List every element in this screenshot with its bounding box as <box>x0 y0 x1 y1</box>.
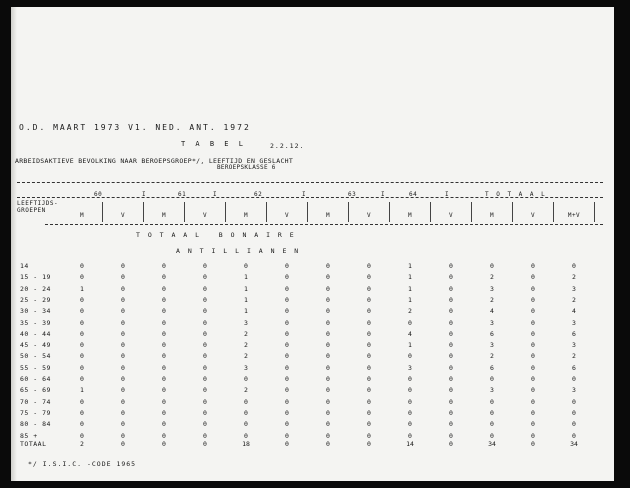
table-row-cell: 0 <box>367 420 371 429</box>
table-row-cell: 0 <box>80 352 84 361</box>
table-row-cell: 1 <box>408 273 412 282</box>
table-row-cell: 0 <box>326 375 330 383</box>
table-row-label: 25 - 29 <box>20 295 51 304</box>
table-row-cell: 0 <box>326 341 330 350</box>
table-row-cell: 0 <box>203 408 207 417</box>
table-row-label: 50 - 54 <box>20 352 51 361</box>
total-row-cell: 14 <box>406 440 414 448</box>
table-row-cell: 0 <box>162 375 166 383</box>
table-row-cell: 0 <box>121 397 125 406</box>
table-row-label: 75 - 79 <box>20 408 51 417</box>
table-row-cell: 0 <box>203 363 207 372</box>
table-row-cell: 0 <box>285 262 289 270</box>
table-row-cell: 0 <box>449 420 453 429</box>
total-row-cell: 0 <box>121 440 125 448</box>
table-label: T A B E L <box>181 140 246 148</box>
table-row-cell: 0 <box>449 397 453 406</box>
table-row-cell: 0 <box>449 341 453 350</box>
subheader-v: V <box>284 212 290 219</box>
table-row-label: 30 - 34 <box>20 307 51 316</box>
table-row-cell: 0 <box>326 363 330 372</box>
table-row-cell: 0 <box>285 318 289 327</box>
table-row-cell: 0 <box>367 397 371 406</box>
group-header: 60 <box>94 191 103 198</box>
table-row-cell: 3 <box>244 363 248 372</box>
table-row-cell: 0 <box>408 318 412 327</box>
table-row-cell: 0 <box>408 386 412 395</box>
total-row-cell: 0 <box>162 440 166 448</box>
column-divider <box>143 202 144 222</box>
table-row-cell: 1 <box>80 284 84 293</box>
table-row-cell: 0 <box>367 408 371 417</box>
table-row-cell: 0 <box>80 375 84 383</box>
total-row-cell: 34 <box>488 440 496 448</box>
table-row-cell: 1 <box>408 341 412 350</box>
table-row-cell: 0 <box>367 431 371 440</box>
table-row-cell: 0 <box>531 307 535 316</box>
table-row-cell: 0 <box>572 262 576 270</box>
table-row-cell: 0 <box>285 408 289 417</box>
table-row-cell: 0 <box>162 273 166 282</box>
table-row-cell: 0 <box>449 352 453 361</box>
table-row-cell: 0 <box>285 375 289 383</box>
table-row-cell: 0 <box>244 375 248 383</box>
table-row-cell: 0 <box>121 329 125 338</box>
table-row-cell: 0 <box>80 262 84 270</box>
table-row-label: 70 - 74 <box>20 397 51 406</box>
total-row-cell: 0 <box>285 440 289 448</box>
table-row-cell: 0 <box>408 352 412 361</box>
table-row-cell: 0 <box>326 295 330 304</box>
table-row-cell: 0 <box>203 329 207 338</box>
table-row-cell: 3 <box>572 284 576 293</box>
table-row-cell: 0 <box>121 262 125 270</box>
table-row-cell: 0 <box>572 375 576 383</box>
table-row-cell: 0 <box>203 295 207 304</box>
table-row-cell: 0 <box>449 307 453 316</box>
table-row-label: 35 - 39 <box>20 318 51 327</box>
table-row-cell: 0 <box>572 431 576 440</box>
table-row-cell: 0 <box>162 420 166 429</box>
table-row-cell: 6 <box>490 363 494 372</box>
column-divider <box>512 202 513 222</box>
total-row-cell: 0 <box>449 440 453 448</box>
table-row-cell: 0 <box>162 397 166 406</box>
group-separator: I <box>142 191 147 198</box>
table-row-cell: 0 <box>121 363 125 372</box>
table-row-cell: 0 <box>490 397 494 406</box>
table-row-cell: 0 <box>367 273 371 282</box>
subheader-v: V <box>530 212 536 219</box>
table-row-cell: 0 <box>367 295 371 304</box>
table-row-cell: 3 <box>490 318 494 327</box>
table-row-cell: 0 <box>203 273 207 282</box>
subheader-v: V <box>202 212 208 219</box>
table-row-cell: 0 <box>121 386 125 395</box>
table-row-cell: 1 <box>408 284 412 293</box>
subheader-m: M <box>161 212 167 219</box>
table-row-cell: 0 <box>285 397 289 406</box>
table-row-cell: 1 <box>244 284 248 293</box>
table-row-cell: 0 <box>367 284 371 293</box>
table-row-cell: 0 <box>244 262 248 270</box>
table-row-cell: 0 <box>162 352 166 361</box>
table-row-cell: 0 <box>121 431 125 440</box>
table-row-cell: 2 <box>490 352 494 361</box>
table-row-cell: 0 <box>285 295 289 304</box>
table-row-cell: 0 <box>203 431 207 440</box>
total-row-label: TOTAAL <box>20 440 47 448</box>
table-row-cell: 0 <box>531 273 535 282</box>
table-row-cell: 2 <box>244 386 248 395</box>
table-row-cell: 0 <box>531 375 535 383</box>
column-divider <box>553 202 554 222</box>
table-row-cell: 0 <box>244 420 248 429</box>
table-row-cell: 0 <box>80 363 84 372</box>
table-subtitle: ARBEIDSAKTIEVE BEVOLKING NAAR BEROEPSGROEP*/, LEEFTIJD EN GESLACHT <box>15 157 294 165</box>
table-row-cell: 0 <box>162 295 166 304</box>
table-row-cell: 0 <box>121 420 125 429</box>
table-row-cell: 0 <box>449 386 453 395</box>
table-row-cell: 0 <box>121 352 125 361</box>
table-row-cell: 6 <box>572 363 576 372</box>
table-row-cell: 0 <box>531 408 535 417</box>
table-row-cell: 0 <box>162 408 166 417</box>
table-row-cell: 0 <box>80 273 84 282</box>
table-row-cell: 2 <box>572 295 576 304</box>
document-page <box>11 7 614 481</box>
table-row-cell: 0 <box>367 352 371 361</box>
table-row-cell: 1 <box>80 386 84 395</box>
table-row-cell: 0 <box>367 329 371 338</box>
table-row-cell: 0 <box>572 408 576 417</box>
group-separator: I <box>445 191 450 198</box>
table-row-cell: 0 <box>80 397 84 406</box>
table-row-cell: 0 <box>80 431 84 440</box>
table-row-cell: 0 <box>162 284 166 293</box>
table-row-cell: 0 <box>326 397 330 406</box>
table-row-cell: 0 <box>244 397 248 406</box>
table-row-cell: 0 <box>326 352 330 361</box>
table-row-cell: 0 <box>572 397 576 406</box>
table-row-label: 65 - 69 <box>20 386 51 395</box>
table-row-cell: 0 <box>121 307 125 316</box>
table-row-cell: 0 <box>326 273 330 282</box>
table-row-cell: 0 <box>490 408 494 417</box>
table-row-cell: 0 <box>121 284 125 293</box>
table-row-cell: 0 <box>203 341 207 350</box>
table-row-cell: 0 <box>326 408 330 417</box>
table-subtitle-class: BEROEPSKLASSE 6 <box>217 164 276 171</box>
table-row-cell: 0 <box>367 262 371 270</box>
table-row-cell: 0 <box>121 273 125 282</box>
table-row-cell: 3 <box>244 318 248 327</box>
table-row-label: 14 <box>20 262 29 270</box>
table-row-label: 60 - 64 <box>20 375 51 383</box>
table-row-cell: 0 <box>531 397 535 406</box>
table-row-cell: 0 <box>203 420 207 429</box>
total-row-cell: 2 <box>80 440 84 448</box>
table-row-cell: 0 <box>285 363 289 372</box>
table-row-cell: 0 <box>326 329 330 338</box>
subheader-mplusv: M+V <box>567 212 581 219</box>
table-row-cell: 0 <box>449 408 453 417</box>
table-row-cell: 0 <box>408 431 412 440</box>
table-row-cell: 3 <box>408 363 412 372</box>
column-divider <box>225 202 226 222</box>
table-row-cell: 6 <box>572 329 576 338</box>
table-row-cell: 0 <box>285 307 289 316</box>
table-row-label: 80 - 84 <box>20 420 51 429</box>
column-divider <box>102 202 103 222</box>
table-row-label: 20 - 24 <box>20 284 51 293</box>
table-row-cell: 2 <box>572 273 576 282</box>
table-row-cell: 0 <box>408 375 412 383</box>
table-row-cell: 0 <box>162 431 166 440</box>
column-divider <box>307 202 308 222</box>
subheader-v: V <box>120 212 126 219</box>
total-row-cell: 0 <box>367 440 371 448</box>
group-header: 61 <box>178 191 187 198</box>
table-row-cell: 0 <box>80 307 84 316</box>
group-header: 62 <box>254 191 263 198</box>
table-row-cell: 0 <box>367 375 371 383</box>
table-row-cell: 0 <box>531 341 535 350</box>
table-row-cell: 0 <box>408 408 412 417</box>
table-row-cell: 6 <box>490 329 494 338</box>
total-row-cell: 0 <box>531 440 535 448</box>
table-row-cell: 0 <box>531 386 535 395</box>
table-row-cell: 0 <box>449 375 453 383</box>
subheader-v: V <box>366 212 372 219</box>
table-row-cell: 0 <box>162 341 166 350</box>
table-subheader-rule <box>45 224 603 225</box>
table-row-cell: 0 <box>449 262 453 270</box>
table-row-cell: 0 <box>531 295 535 304</box>
table-row-cell: 0 <box>80 295 84 304</box>
table-row-cell: 4 <box>490 307 494 316</box>
table-row-cell: 3 <box>490 341 494 350</box>
table-row-cell: 0 <box>203 284 207 293</box>
group-header: 63 <box>348 191 357 198</box>
table-row-cell: 0 <box>531 318 535 327</box>
group-separator: I <box>213 191 218 198</box>
table-row-cell: 0 <box>162 386 166 395</box>
table-row-cell: 2 <box>572 352 576 361</box>
table-row-cell: 0 <box>162 363 166 372</box>
table-row-cell: 0 <box>449 318 453 327</box>
table-row-cell: 0 <box>449 363 453 372</box>
table-number: 2.2.12. <box>270 142 305 150</box>
footnote: */ I.S.I.C. -CODE 1965 <box>28 460 137 468</box>
table-row-cell: 0 <box>326 318 330 327</box>
table-row-cell: 0 <box>162 262 166 270</box>
table-row-cell: 0 <box>121 375 125 383</box>
table-row-cell: 1 <box>408 262 412 270</box>
table-row-cell: 0 <box>244 431 248 440</box>
table-row-cell: 3 <box>490 386 494 395</box>
row-header: LEEFTIJDS- GROEPEN <box>17 200 59 214</box>
table-row-cell: 0 <box>203 262 207 270</box>
table-row-cell: 0 <box>162 307 166 316</box>
table-row-cell: 2 <box>244 341 248 350</box>
table-row-cell: 0 <box>285 352 289 361</box>
column-divider <box>471 202 472 222</box>
binder-edge <box>11 7 17 481</box>
table-row-label: 45 - 49 <box>20 341 51 350</box>
group-separator: I <box>381 191 386 198</box>
table-row-cell: 3 <box>572 341 576 350</box>
table-row-cell: 0 <box>203 375 207 383</box>
table-row-cell: 0 <box>572 420 576 429</box>
table-row-cell: 4 <box>572 307 576 316</box>
group-separator: I <box>302 191 307 198</box>
column-divider <box>184 202 185 222</box>
table-row-cell: 0 <box>203 397 207 406</box>
group-header: 64 <box>409 191 418 198</box>
table-row-cell: 0 <box>121 295 125 304</box>
table-row-cell: 1 <box>244 307 248 316</box>
table-row-cell: 0 <box>285 329 289 338</box>
table-row-cell: 0 <box>490 431 494 440</box>
subheader-v: V <box>448 212 454 219</box>
table-row-cell: 0 <box>490 375 494 383</box>
table-row-cell: 0 <box>326 386 330 395</box>
table-row-cell: 0 <box>285 341 289 350</box>
table-row-cell: 0 <box>80 329 84 338</box>
column-divider <box>266 202 267 222</box>
total-row-cell: 0 <box>326 440 330 448</box>
table-row-cell: 2 <box>490 273 494 282</box>
table-row-cell: 0 <box>449 295 453 304</box>
table-row-cell: 0 <box>531 262 535 270</box>
table-row-cell: 0 <box>367 386 371 395</box>
table-row-cell: 0 <box>326 284 330 293</box>
table-row-cell: 0 <box>285 431 289 440</box>
table-row-cell: 0 <box>203 318 207 327</box>
table-top-rule <box>17 182 603 183</box>
table-row-cell: 0 <box>490 420 494 429</box>
table-row-cell: 0 <box>408 420 412 429</box>
table-row-cell: 0 <box>162 318 166 327</box>
table-row-cell: 3 <box>572 318 576 327</box>
table-row-cell: 0 <box>531 431 535 440</box>
table-row-cell: 0 <box>449 273 453 282</box>
table-row-cell: 0 <box>490 262 494 270</box>
table-row-label: 15 - 19 <box>20 273 51 282</box>
table-row-cell: 0 <box>367 363 371 372</box>
population-title: A N T I L L I A N E N <box>176 247 301 255</box>
table-row-cell: 0 <box>80 341 84 350</box>
table-row-cell: 0 <box>203 386 207 395</box>
table-row-cell: 1 <box>408 295 412 304</box>
table-row-cell: 0 <box>285 284 289 293</box>
subheader-m: M <box>243 212 249 219</box>
table-row-cell: 4 <box>408 329 412 338</box>
table-row-cell: 0 <box>80 318 84 327</box>
subheader-m: M <box>407 212 413 219</box>
total-row-cell: 0 <box>203 440 207 448</box>
table-row-cell: 0 <box>367 341 371 350</box>
table-row-cell: 0 <box>285 273 289 282</box>
subheader-m: M <box>325 212 331 219</box>
table-row-cell: 3 <box>490 284 494 293</box>
table-row-label: 55 - 59 <box>20 363 51 372</box>
table-row-cell: 0 <box>367 307 371 316</box>
table-row-cell: 0 <box>121 341 125 350</box>
table-row-cell: 2 <box>408 307 412 316</box>
table-row-cell: 0 <box>326 262 330 270</box>
column-divider <box>430 202 431 222</box>
table-row-cell: 0 <box>285 386 289 395</box>
table-row-cell: 0 <box>326 431 330 440</box>
table-row-cell: 0 <box>203 352 207 361</box>
table-row-cell: 0 <box>80 408 84 417</box>
table-row-cell: 0 <box>80 420 84 429</box>
table-row-cell: 0 <box>531 329 535 338</box>
table-row-cell: 1 <box>244 273 248 282</box>
table-row-cell: 0 <box>449 329 453 338</box>
group-header: T O T A A L <box>485 191 547 198</box>
subheader-m: M <box>489 212 495 219</box>
table-row-cell: 0 <box>326 420 330 429</box>
table-row-cell: 2 <box>244 352 248 361</box>
column-divider <box>348 202 349 222</box>
total-row-cell: 18 <box>242 440 250 448</box>
table-row-cell: 0 <box>531 363 535 372</box>
table-row-cell: 2 <box>490 295 494 304</box>
table-row-cell: 0 <box>367 318 371 327</box>
table-row-cell: 0 <box>162 329 166 338</box>
total-row-cell: 34 <box>570 440 578 448</box>
column-divider <box>594 202 595 222</box>
table-row-cell: 0 <box>121 408 125 417</box>
table-row-cell: 0 <box>449 431 453 440</box>
table-row-cell: 0 <box>326 307 330 316</box>
table-row-cell: 0 <box>531 420 535 429</box>
table-row-cell: 0 <box>203 307 207 316</box>
source-line: O.D. MAART 1973 V1. NED. ANT. 1972 <box>19 123 251 132</box>
table-row-label: 85 + <box>20 431 38 440</box>
region-title: T O T A A L B O N A I R E <box>136 231 296 239</box>
table-row-cell: 0 <box>285 420 289 429</box>
table-row-cell: 0 <box>244 408 248 417</box>
table-row-cell: 0 <box>531 352 535 361</box>
table-row-cell: 0 <box>121 318 125 327</box>
column-divider <box>389 202 390 222</box>
subheader-m: M <box>79 212 85 219</box>
table-row-cell: 2 <box>244 329 248 338</box>
table-row-cell: 3 <box>572 386 576 395</box>
table-row-label: 40 - 44 <box>20 329 51 338</box>
table-row-cell: 0 <box>408 397 412 406</box>
table-row-cell: 0 <box>449 284 453 293</box>
table-row-cell: 0 <box>531 284 535 293</box>
table-row-cell: 1 <box>244 295 248 304</box>
